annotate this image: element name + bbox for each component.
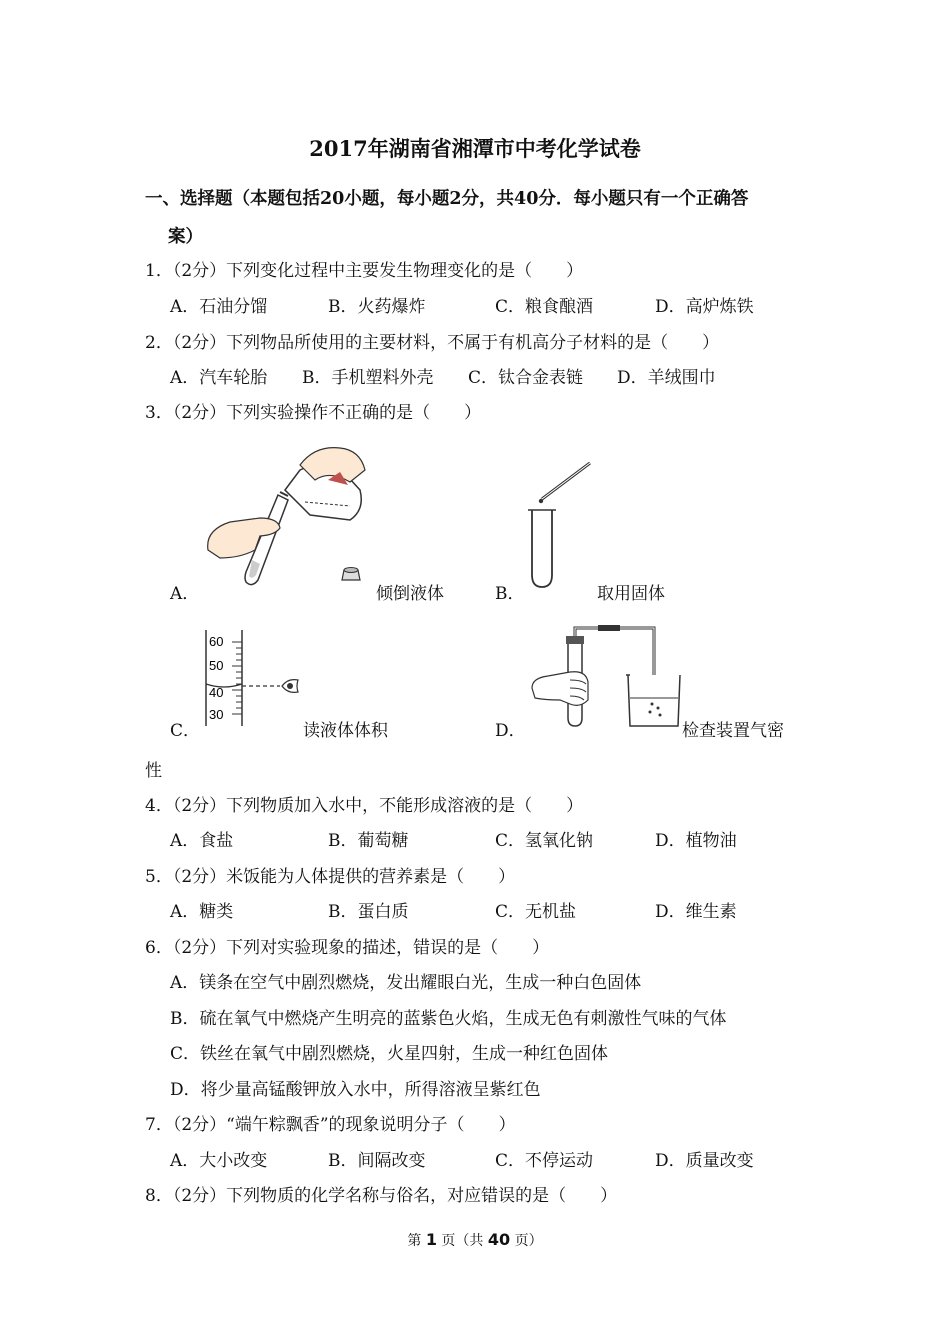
footer-total-pages: 40 bbox=[487, 1230, 511, 1249]
question-6-stem: 6．（2分）下列对实验现象的描述，错误的是（ ） bbox=[145, 938, 550, 958]
question-4-stem: 4．（2分）下列物质加入水中，不能形成溶液的是（ ） bbox=[145, 796, 584, 816]
footer-pre: 第 bbox=[407, 1233, 426, 1249]
airtightness-check-figure bbox=[530, 620, 690, 730]
page-footer bbox=[0, 1230, 950, 1250]
q7-option-a: A．大小改变 bbox=[170, 1151, 268, 1171]
footer-mid: 页（共 bbox=[436, 1233, 488, 1249]
q3-label-a: A． bbox=[170, 584, 200, 604]
section-heading-line2: 案） bbox=[168, 227, 203, 247]
q3-label-d: D． bbox=[495, 721, 526, 741]
q6-option-b: B．硫在氧气中燃烧产生明亮的蓝紫色火焰，生成无色有刺激性气味的气体 bbox=[170, 1009, 727, 1029]
page-title: 2017年湖南省湘潭市中考化学试卷 bbox=[309, 136, 641, 161]
footer-page-number: 1 bbox=[425, 1230, 437, 1249]
q4-option-c: C．氢氧化钠 bbox=[495, 831, 594, 851]
pouring-liquid-figure bbox=[200, 440, 380, 590]
q3-label-b: B． bbox=[495, 584, 525, 604]
cylinder-tick-30: 30 bbox=[209, 707, 224, 722]
q2-option-b: B．手机塑料外壳 bbox=[302, 368, 434, 388]
q2-option-d: D．羊绒围巾 bbox=[617, 368, 716, 388]
q5-option-b: B．蛋白质 bbox=[328, 902, 409, 922]
q3-caption-b: 取用固体 bbox=[597, 584, 665, 604]
q1-option-a: A．石油分馏 bbox=[170, 297, 268, 317]
q5-option-d: D．维生素 bbox=[655, 902, 737, 922]
q7-option-b: B．间隔改变 bbox=[328, 1151, 426, 1171]
q6-option-c: C．铁丝在氧气中剧烈燃烧，火星四射，生成一种红色固体 bbox=[170, 1044, 609, 1064]
q5-option-a: A．糖类 bbox=[170, 902, 234, 922]
q4-option-d: D．植物油 bbox=[655, 831, 737, 851]
cylinder-tick-60: 60 bbox=[209, 634, 224, 649]
q2-option-a: A．汽车轮胎 bbox=[170, 368, 268, 388]
q4-option-b: B．葡萄糖 bbox=[328, 831, 409, 851]
q1-option-d: D．高炉炼铁 bbox=[655, 297, 754, 317]
q7-option-d: D．质量改变 bbox=[655, 1151, 754, 1171]
q3-label-c: C． bbox=[170, 721, 201, 741]
cylinder-tick-50: 50 bbox=[209, 658, 224, 673]
footer-post: 页） bbox=[510, 1233, 543, 1249]
question-7-stem: 7．（2分）“端午粽飘香”的现象说明分子（ ） bbox=[145, 1115, 516, 1135]
q2-option-c: C．钛合金表链 bbox=[468, 368, 584, 388]
q7-option-c: C．不停运动 bbox=[495, 1151, 594, 1171]
taking-solid-figure bbox=[520, 455, 600, 590]
cylinder-tick-40: 40 bbox=[209, 685, 224, 700]
section-heading-line1: 一、选择题（本题包括20小题，每小题2分，共40分．每小题只有一个正确答 bbox=[145, 189, 749, 209]
q6-option-d: D．将少量高锰酸钾放入水中，所得溶液呈紫红色 bbox=[170, 1080, 541, 1100]
question-3-stem: 3．（2分）下列实验操作不正确的是（ ） bbox=[145, 403, 482, 423]
question-1-stem: 1．（2分）下列变化过程中主要发生物理变化的是（ ） bbox=[145, 261, 584, 281]
question-5-stem: 5．（2分）米饭能为人体提供的营养素是（ ） bbox=[145, 867, 516, 887]
question-8-stem: 8．（2分）下列物质的化学名称与俗名，对应错误的是（ ） bbox=[145, 1186, 618, 1206]
q4-option-a: A．食盐 bbox=[170, 831, 234, 851]
question-2-stem: 2．（2分）下列物品所使用的主要材料，不属于有机高分子材料的是（ ） bbox=[145, 333, 720, 353]
q6-option-a: A．镁条在空气中剧烈燃烧，发出耀眼白光，生成一种白色固体 bbox=[170, 973, 642, 993]
q3-caption-a: 倾倒液体 bbox=[376, 584, 444, 604]
q3-caption-d: 检查装置气密 bbox=[682, 721, 784, 741]
reading-volume-figure bbox=[200, 628, 310, 728]
q1-option-b: B．火药爆炸 bbox=[328, 297, 426, 317]
q1-option-c: C．粮食酿酒 bbox=[495, 297, 594, 317]
q3-caption-c: 读液体体积 bbox=[303, 721, 388, 741]
q5-option-c: C．无机盐 bbox=[495, 902, 577, 922]
q3-caption-d-continued: 性 bbox=[145, 761, 162, 781]
